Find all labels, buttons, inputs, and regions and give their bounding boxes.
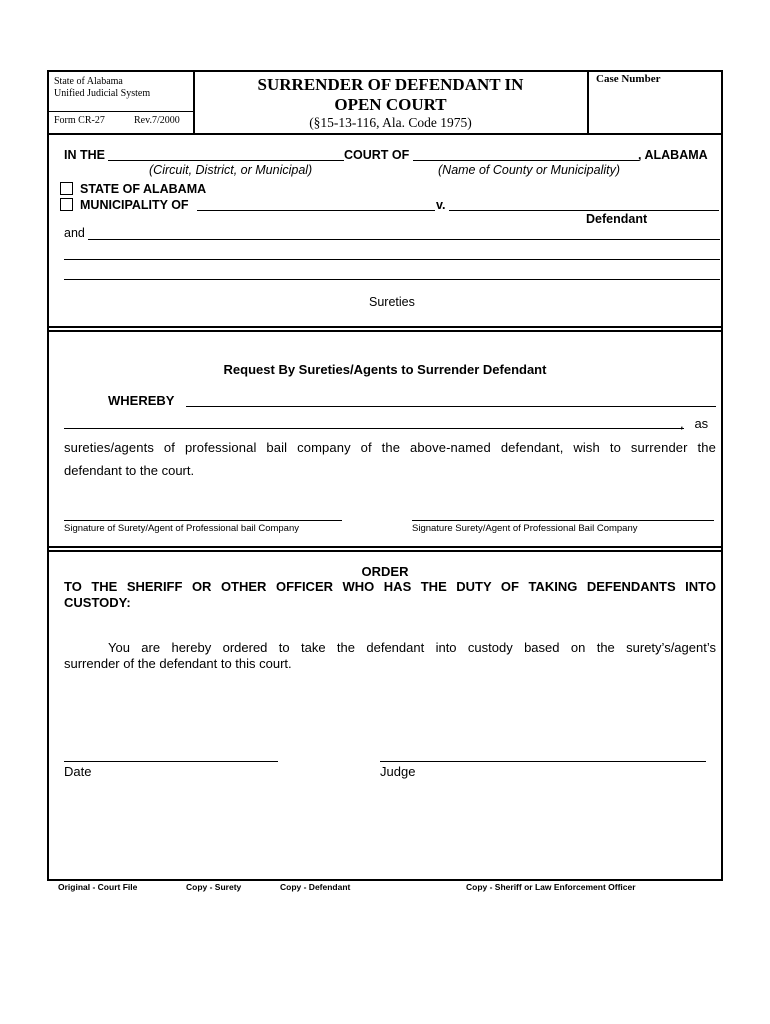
distribution-copy-sheriff: Copy - Sheriff or Law Enforcement Officer: [466, 882, 636, 892]
section-divider-1b: [47, 330, 723, 332]
municipality-checkbox[interactable]: [60, 198, 73, 211]
court-type-field[interactable]: [108, 160, 344, 161]
court-of-label: COURT OF: [344, 148, 410, 162]
judge-label: Judge: [380, 764, 416, 779]
header-left-rule: [47, 111, 194, 112]
whereby-label: WHEREBY: [108, 393, 175, 408]
section-divider-2b: [47, 550, 723, 552]
state-of-alabama-checkbox[interactable]: [60, 182, 73, 195]
county-hint: (Name of County or Municipality): [438, 163, 621, 177]
county-field[interactable]: [413, 160, 639, 161]
header-state: State of Alabama: [54, 76, 123, 87]
date-label: Date: [64, 764, 92, 779]
distribution-copy-surety: Copy - Surety: [186, 882, 242, 892]
sureties-field-line3[interactable]: [64, 279, 720, 280]
form-statute: (§15-13-116, Ala. Code 1975): [309, 115, 472, 130]
surety-signature-left-label: Signature of Surety/Agent of Professional bail Company: [64, 523, 299, 534]
judge-signature-field[interactable]: [380, 761, 706, 762]
as-text: , as: [680, 416, 709, 431]
section-divider-2: [47, 546, 723, 548]
case-number-label: Case Number: [596, 73, 661, 85]
defendant-name-field[interactable]: [449, 210, 719, 211]
header-bottom-rule: [47, 133, 723, 135]
surety-signature-right-label: Signature Surety/Agent of Professional Bail Company: [412, 523, 638, 534]
form-title-line1: SURRENDER OF DEFENDANT IN: [257, 75, 524, 94]
sureties-field-line1[interactable]: [88, 239, 720, 240]
form-revision: Rev.7/2000: [134, 115, 180, 126]
sureties-field-line2[interactable]: [64, 259, 720, 260]
header-system: Unified Judicial System: [54, 88, 151, 99]
form-title-line2: OPEN COURT: [334, 95, 447, 114]
court-type-hint: (Circuit, District, or Municipal): [149, 163, 313, 177]
surety-signature-right-field[interactable]: [412, 520, 714, 521]
whereby-field[interactable]: [186, 406, 716, 407]
distribution-original: Original - Court File: [58, 882, 138, 892]
order-addressee-line2: CUSTODY:: [64, 595, 131, 610]
municipality-name-field[interactable]: [197, 210, 435, 211]
order-heading: ORDER: [361, 564, 409, 579]
whereby-field-line2[interactable]: [64, 428, 684, 429]
and-label: and: [64, 226, 85, 240]
request-heading: Request By Sureties/Agents to Surrender Defendant: [223, 362, 547, 377]
header-right-divider: [587, 70, 589, 134]
versus-label: v.: [436, 198, 446, 212]
form-number: Form CR-27: [54, 115, 105, 126]
order-body-line1: You are hereby ordered to take the defendant into custody based on the surety’s/agent’s: [108, 640, 716, 655]
distribution-copy-defendant: Copy - Defendant: [280, 882, 351, 892]
request-body-line1: sureties/agents of professional bail company of the above-named defendant, wish to surrender the: [64, 440, 716, 455]
defendant-label: Defendant: [586, 212, 648, 226]
date-field[interactable]: [64, 761, 278, 762]
alabama-label: , ALABAMA: [638, 148, 708, 162]
sureties-label: Sureties: [369, 295, 415, 309]
surety-signature-left-field[interactable]: [64, 520, 342, 521]
request-body-line2: defendant to the court.: [64, 463, 195, 478]
in-the-label: IN THE: [64, 148, 105, 162]
order-addressee-line1: TO THE SHERIFF OR OTHER OFFICER WHO HAS THE DUTY OF TAKING DEFENDANTS INTO: [64, 579, 716, 594]
section-divider-1: [47, 326, 723, 328]
state-of-alabama-label: STATE OF ALABAMA: [80, 182, 207, 196]
municipality-label: MUNICIPALITY OF: [80, 198, 189, 212]
order-body-line2: surrender of the defendant to this court.: [64, 656, 292, 671]
